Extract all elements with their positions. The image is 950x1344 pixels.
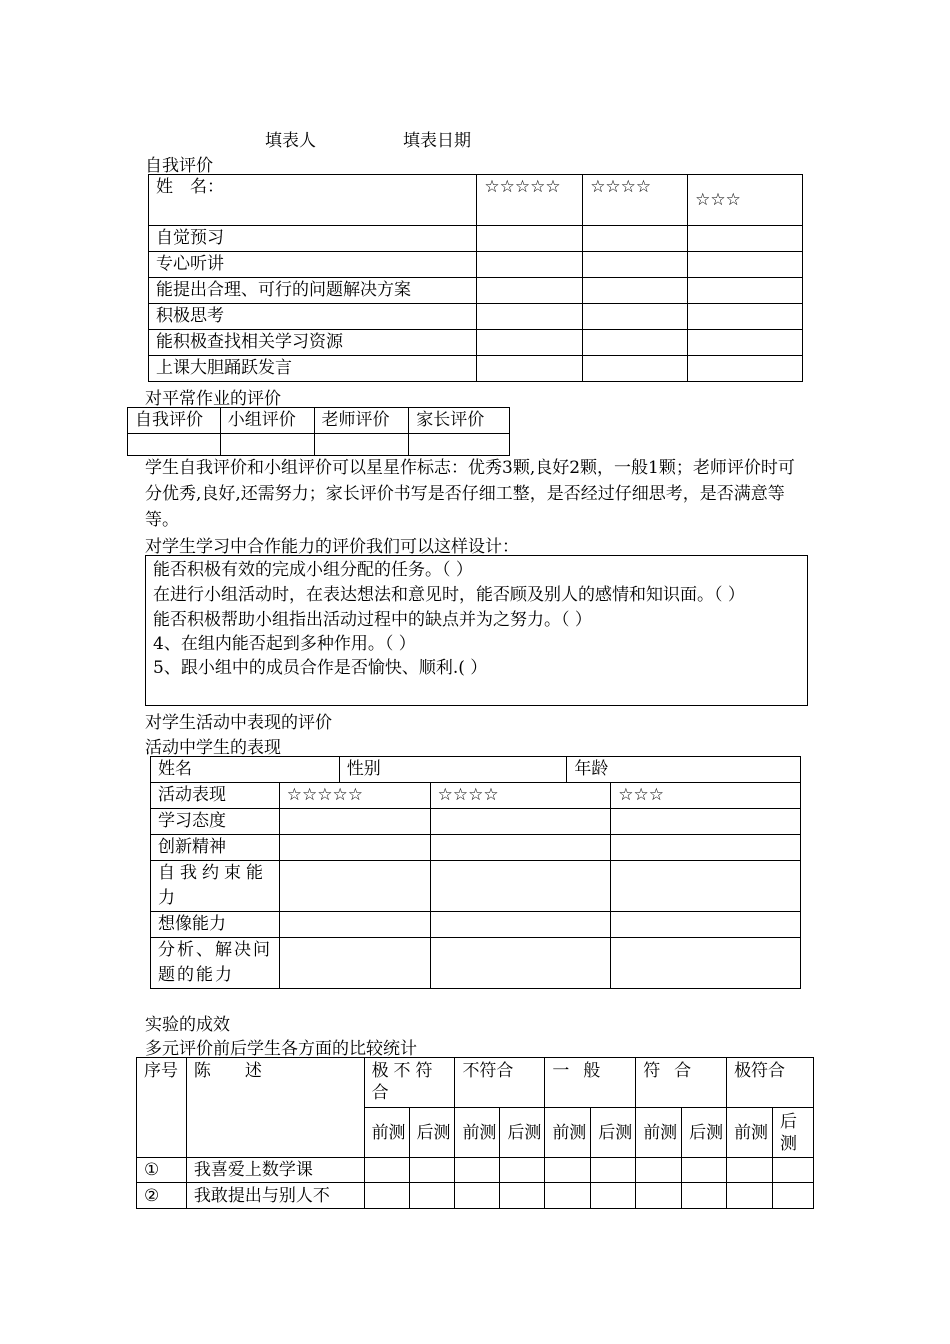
- pre-test-header: 前测: [364, 1108, 409, 1158]
- coop-item: 4、在组内能否起到多种作用。（ ）: [153, 634, 416, 654]
- self-eval-cell[interactable]: [477, 226, 583, 252]
- level-header: 不符合: [455, 1058, 545, 1108]
- activity-perf-label: 活动表现: [151, 783, 280, 809]
- activity-row: 学习态度: [151, 809, 280, 835]
- activity-row: 自我约束能力: [151, 861, 280, 912]
- self-eval-cell[interactable]: [688, 356, 803, 382]
- self-eval-cell[interactable]: [477, 278, 583, 304]
- self-eval-cell[interactable]: [688, 304, 803, 330]
- self-eval-name-label: 姓 名：: [149, 175, 477, 226]
- self-eval-cell[interactable]: [583, 304, 688, 330]
- experiment-cell[interactable]: [636, 1158, 682, 1183]
- experiment-cell[interactable]: [545, 1158, 591, 1183]
- experiment-row-text: 我喜爱上数学课: [186, 1158, 364, 1183]
- homework-header-group: 小组评价: [220, 408, 314, 434]
- self-eval-row: 能积极查找相关学习资源: [149, 330, 477, 356]
- experiment-col-no: 序号: [137, 1058, 187, 1158]
- activity-row: 创新精神: [151, 835, 280, 861]
- filler-label: 填表人: [265, 131, 316, 151]
- experiment-cell[interactable]: [773, 1158, 814, 1183]
- self-eval-row: 专心听讲: [149, 252, 477, 278]
- activity-row: 想像能力: [151, 912, 280, 938]
- post-test-header: 后测: [682, 1108, 727, 1158]
- date-label: 填表日期: [403, 131, 471, 151]
- self-eval-cell[interactable]: [688, 330, 803, 356]
- experiment-cell[interactable]: [364, 1183, 409, 1209]
- experiment-row-no: ②: [137, 1183, 187, 1209]
- experiment-cell[interactable]: [545, 1183, 591, 1209]
- activity-gender-label: 性别: [339, 757, 567, 783]
- coop-title: 对学生学习中合作能力的评价我们可以这样设计：: [145, 537, 519, 557]
- experiment-cell[interactable]: [500, 1183, 545, 1209]
- self-eval-row: 能提出合理、可行的问题解决方案: [149, 278, 477, 304]
- star-rules-note: 学生自我评价和小组评价可以星星作标志：优秀3颗,良好2颗，一般1颗；老师评价时可分优秀,良好,还需努力；家长评价书写是否仔细工整，是否经过仔细思考，是否满意等等。: [145, 458, 795, 530]
- activity-cell[interactable]: [611, 809, 801, 835]
- level-header: 符合: [636, 1058, 727, 1108]
- activity-name-label: 姓名: [151, 757, 340, 783]
- self-eval-cell[interactable]: [688, 252, 803, 278]
- experiment-row-text: 我敢提出与别人不: [186, 1183, 364, 1209]
- activity-cell[interactable]: [430, 912, 611, 938]
- activity-star-3: ☆☆☆: [611, 783, 801, 809]
- experiment-cell[interactable]: [591, 1158, 636, 1183]
- self-eval-row: 自觉预习: [149, 226, 477, 252]
- experiment-cell[interactable]: [682, 1158, 727, 1183]
- self-eval-row: 积极思考: [149, 304, 477, 330]
- homework-header-teacher: 老师评价: [314, 408, 409, 434]
- activity-cell[interactable]: [430, 938, 611, 989]
- experiment-cell[interactable]: [500, 1158, 545, 1183]
- self-eval-title: 自我评价: [145, 156, 213, 176]
- activity-row: 分析、解决问题的能力: [151, 938, 280, 989]
- self-eval-star-5: ☆☆☆☆☆: [477, 175, 583, 226]
- experiment-col-desc: 陈 述: [186, 1058, 364, 1158]
- experiment-row-no: ①: [137, 1158, 187, 1183]
- activity-cell[interactable]: [430, 835, 611, 861]
- homework-cell[interactable]: [220, 434, 314, 456]
- self-eval-cell[interactable]: [688, 226, 803, 252]
- coop-item: 能否积极帮助小组指出活动过程中的缺点并为之努力。（ ）: [153, 610, 592, 630]
- experiment-cell[interactable]: [409, 1158, 455, 1183]
- experiment-cell[interactable]: [364, 1158, 409, 1183]
- self-eval-star-4: ☆☆☆☆: [583, 175, 688, 226]
- experiment-cell[interactable]: [455, 1183, 500, 1209]
- self-eval-cell[interactable]: [583, 278, 688, 304]
- self-eval-cell[interactable]: [583, 330, 688, 356]
- experiment-cell[interactable]: [727, 1158, 773, 1183]
- self-eval-cell[interactable]: [477, 356, 583, 382]
- activity-star-5: ☆☆☆☆☆: [279, 783, 430, 809]
- homework-header-parent: 家长评价: [409, 408, 510, 434]
- post-test-header: 后测: [773, 1108, 814, 1158]
- activity-cell[interactable]: [611, 938, 801, 989]
- experiment-cell[interactable]: [591, 1183, 636, 1209]
- coop-item: 在进行小组活动时，在表达想法和意见时，能否顾及别人的感情和知识面。（ ）: [153, 585, 745, 605]
- coop-item: 5、跟小组中的成员合作是否愉快、顺利.( ）: [153, 658, 488, 678]
- homework-eval-table: [127, 407, 510, 456]
- experiment-table: [136, 1057, 814, 1209]
- self-eval-cell[interactable]: [477, 252, 583, 278]
- level-header: 极不符合: [364, 1058, 455, 1108]
- experiment-cell[interactable]: [455, 1158, 500, 1183]
- self-eval-cell[interactable]: [477, 304, 583, 330]
- coop-box: [145, 555, 808, 706]
- level-header: 一般: [545, 1058, 636, 1108]
- activity-cell[interactable]: [279, 912, 430, 938]
- self-eval-row: 上课大胆踊跃发言: [149, 356, 477, 382]
- post-test-header: 后测: [591, 1108, 636, 1158]
- activity-cell[interactable]: [279, 861, 430, 912]
- self-eval-cell[interactable]: [583, 252, 688, 278]
- experiment-title: 实验的成效: [145, 1015, 230, 1035]
- self-eval-table: [148, 174, 803, 382]
- activity-cell[interactable]: [611, 835, 801, 861]
- self-eval-cell[interactable]: [583, 226, 688, 252]
- experiment-cell[interactable]: [773, 1183, 814, 1209]
- activity-table: [150, 756, 801, 989]
- pre-test-header: 前测: [727, 1108, 773, 1158]
- self-eval-cell[interactable]: [583, 356, 688, 382]
- experiment-cell[interactable]: [727, 1183, 773, 1209]
- self-eval-cell[interactable]: [477, 330, 583, 356]
- experiment-cell[interactable]: [636, 1183, 682, 1209]
- self-eval-star-3: ☆☆☆: [688, 175, 803, 226]
- homework-cell[interactable]: [409, 434, 510, 456]
- activity-cell[interactable]: [611, 861, 801, 912]
- experiment-subtitle: 多元评价前后学生各方面的比较统计: [145, 1039, 417, 1059]
- self-eval-cell[interactable]: [688, 278, 803, 304]
- activity-age-label: 年龄: [567, 757, 801, 783]
- level-header: 极符合: [727, 1058, 814, 1108]
- activity-title: 对学生活动中表现的评价: [145, 713, 332, 733]
- post-test-header: 后测: [500, 1108, 545, 1158]
- activity-cell[interactable]: [279, 835, 430, 861]
- coop-item: 能否积极有效的完成小组分配的任务。（ ）: [153, 560, 473, 580]
- homework-cell[interactable]: [314, 434, 409, 456]
- activity-cell[interactable]: [430, 861, 611, 912]
- activity-cell[interactable]: [279, 809, 430, 835]
- pre-test-header: 前测: [545, 1108, 591, 1158]
- post-test-header: 后测: [409, 1108, 455, 1158]
- experiment-cell[interactable]: [682, 1183, 727, 1209]
- activity-star-4: ☆☆☆☆: [430, 783, 611, 809]
- activity-cell[interactable]: [279, 938, 430, 989]
- homework-cell[interactable]: [128, 434, 221, 456]
- experiment-cell[interactable]: [409, 1183, 455, 1209]
- homework-header-self: 自我评价: [128, 408, 221, 434]
- pre-test-header: 前测: [455, 1108, 500, 1158]
- pre-test-header: 前测: [636, 1108, 682, 1158]
- activity-cell[interactable]: [430, 809, 611, 835]
- activity-subtitle: 活动中学生的表现: [145, 738, 281, 758]
- homework-eval-title: 对平常作业的评价: [145, 389, 281, 409]
- activity-cell[interactable]: [611, 912, 801, 938]
